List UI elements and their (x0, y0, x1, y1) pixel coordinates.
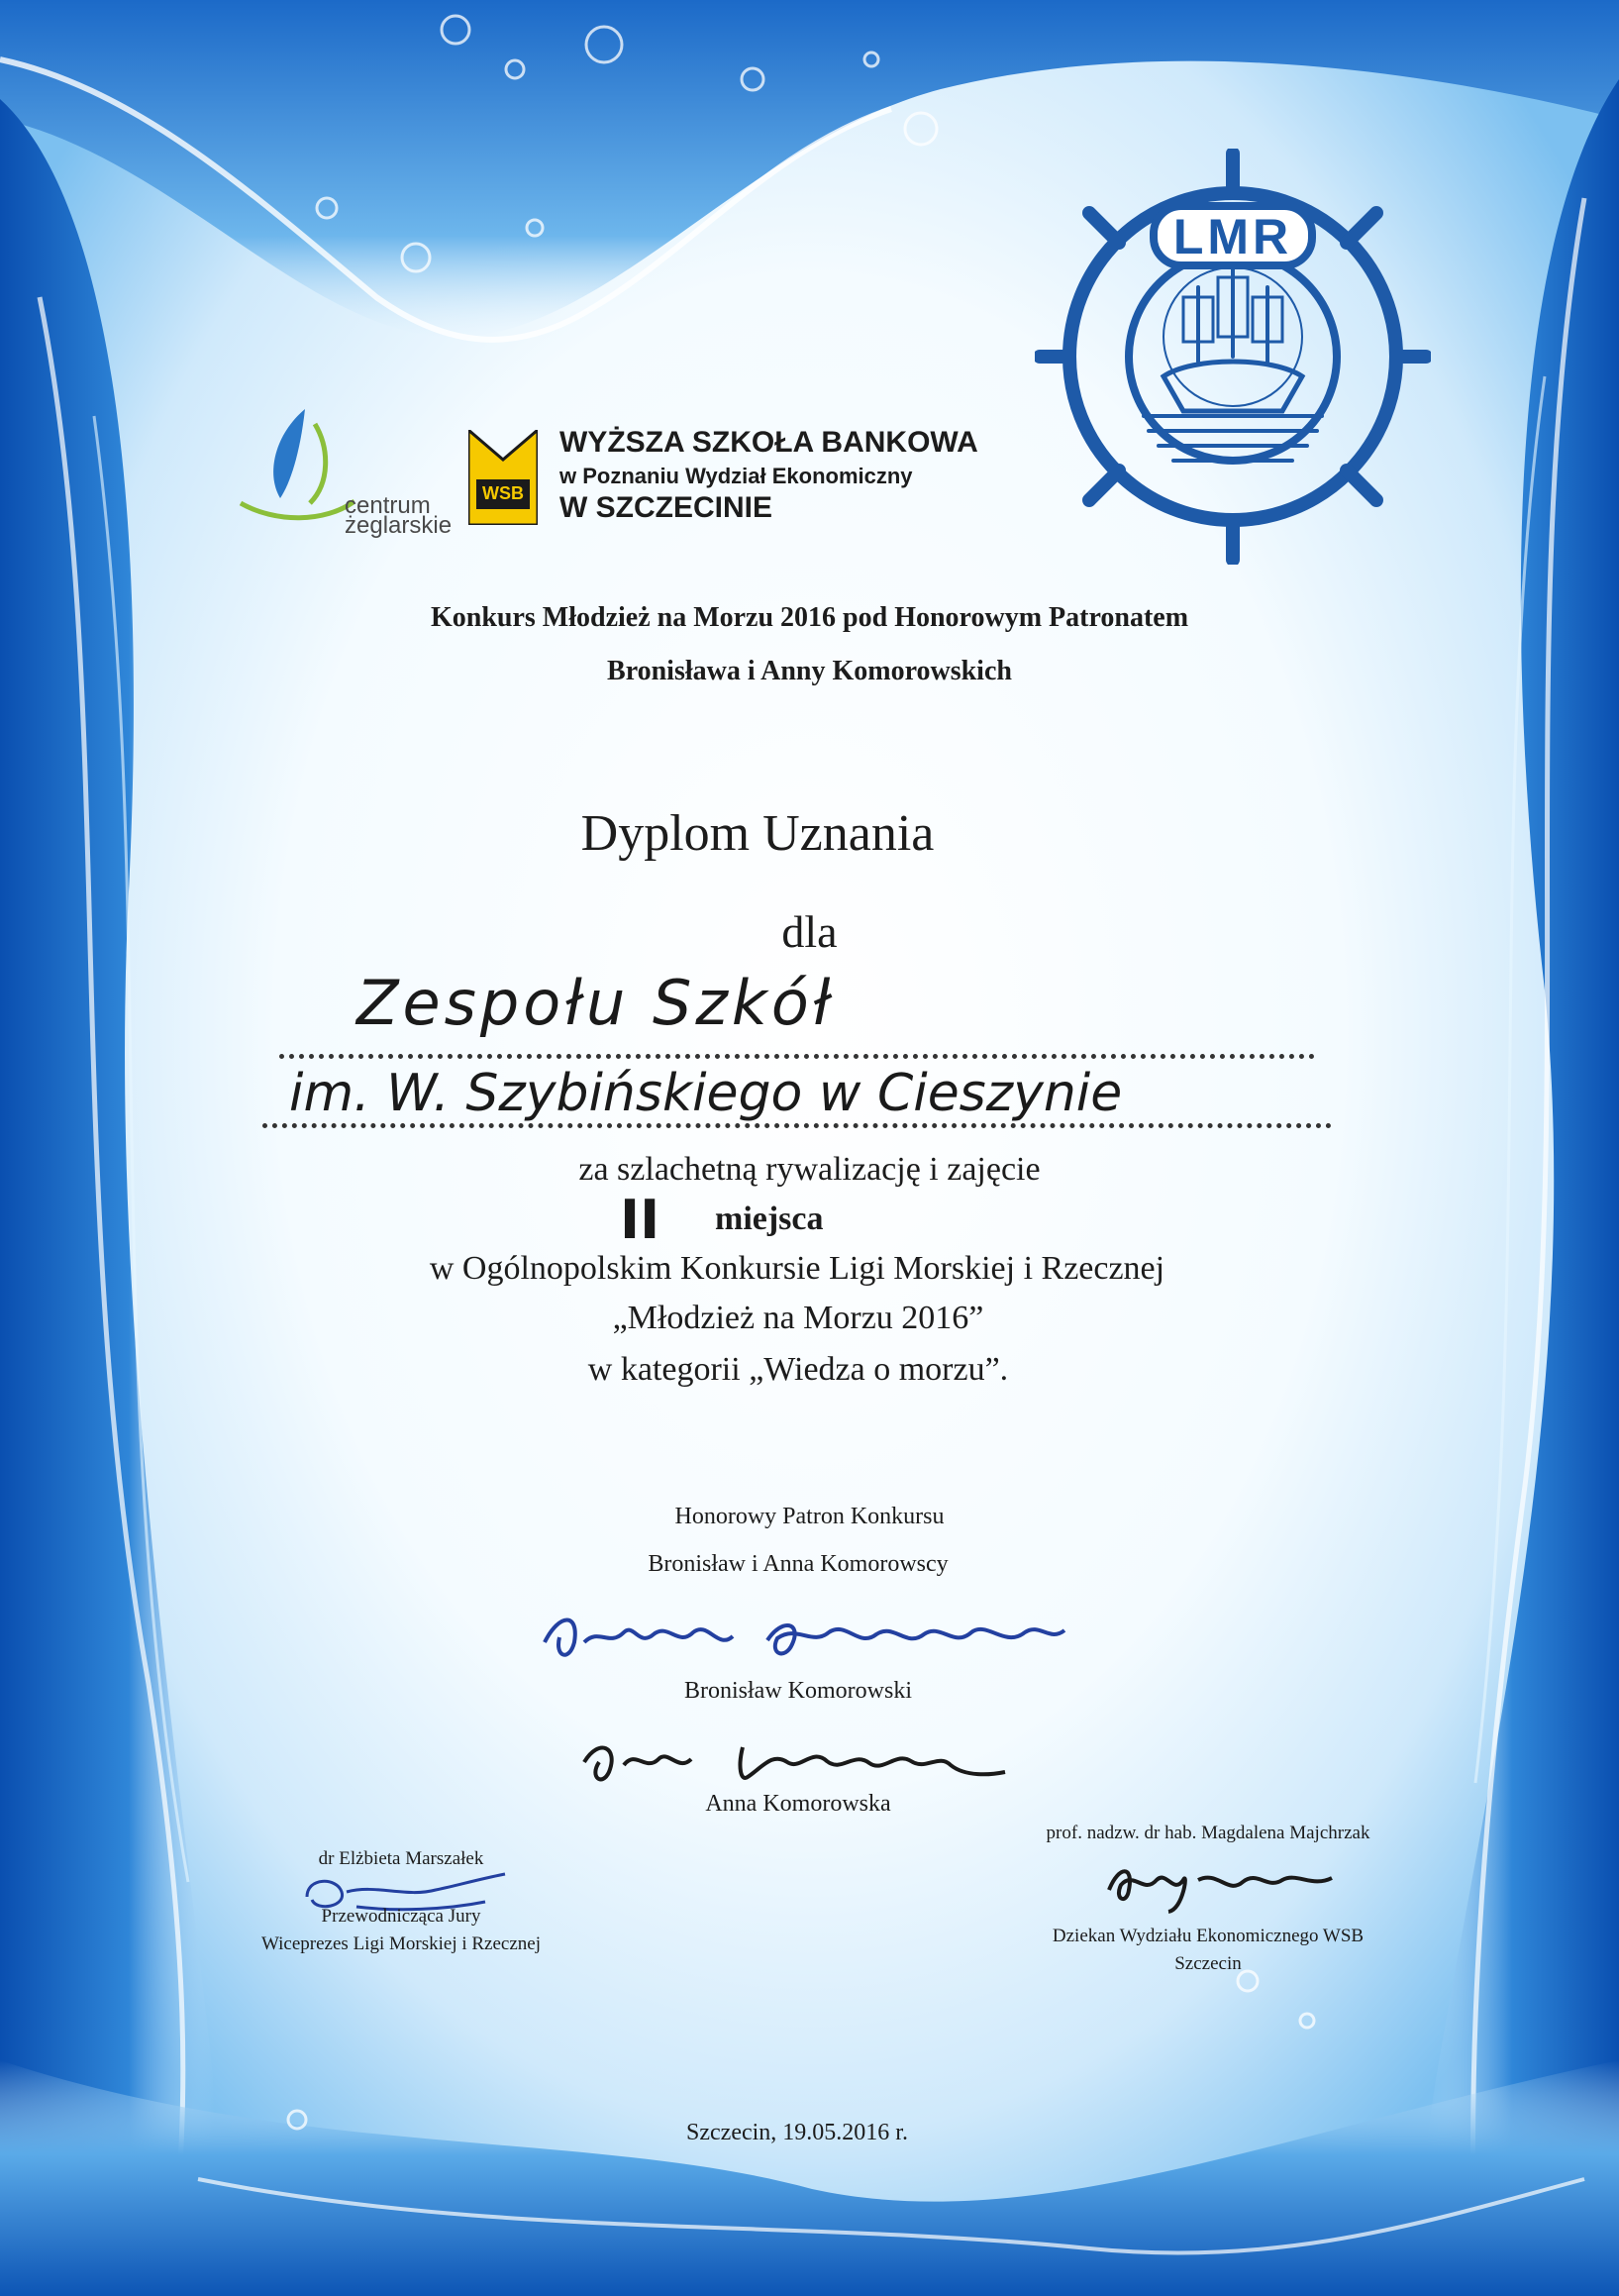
body-line4: „Młodzież na Morzu 2016” (612, 1300, 984, 1336)
dean-block (1000, 1817, 1416, 1985)
contest-header-line2: Bronisława i Anny Komorowskich (607, 656, 1012, 686)
sail-icon (236, 404, 354, 523)
wsb-faculty: w Poznaniu Wydział Ekonomiczny (559, 464, 913, 488)
body-line1: za szlachetną rywalizację i zajęcie (578, 1151, 1041, 1188)
lmr-text: LMR (1172, 209, 1293, 264)
place-word: miejsca (715, 1200, 824, 1237)
jury-role1: Przewodnicząca Jury (321, 1906, 481, 1927)
signature-bronislaw (540, 1603, 1074, 1672)
centrum-line2: żeglarskie (345, 512, 453, 539)
place-handwritten: II (620, 1189, 660, 1251)
recipient-line1: Zespołu Szkół (356, 967, 835, 1039)
centrum-line1: centrum (345, 492, 431, 519)
dean-name: prof. nadzw. dr hab. Magdalena Majchrzak (1046, 1823, 1370, 1843)
wsb-logo (468, 426, 1023, 535)
lmr-logo (1035, 149, 1431, 565)
wsb-city: W SZCZECINIE (559, 491, 772, 524)
place-date: Szczecin, 19.05.2016 r. (686, 2120, 908, 2145)
signature-anna (574, 1727, 1010, 1797)
wsb-name: WYŻSZA SZKOŁA BANKOWA (559, 426, 978, 459)
wsb-badge-text: WSB (482, 483, 524, 503)
centrum-zeglarskie-logo (236, 404, 453, 543)
wsb-shield-icon (468, 430, 538, 525)
wsb-badge (468, 430, 538, 525)
dean-role1: Dziekan Wydziału Ekonomicznego WSB (1052, 1926, 1365, 1946)
signature-dean (1089, 1850, 1347, 1920)
dotted-line-2 (262, 1123, 1332, 1128)
dean-role2: Szczecin (1174, 1953, 1242, 1974)
body-line3: w Ogólnopolskim Konkursie Ligi Morskiej i Rzecznej (429, 1250, 1165, 1287)
dotted-line-1 (279, 1054, 1315, 1059)
diploma-title: Dyplom Uznania (580, 805, 935, 862)
for-label: dla (781, 906, 838, 957)
recipient-line2: im. W. Szybińskiego w Cieszynie (289, 1064, 1123, 1123)
jury-block (198, 1842, 604, 1971)
body-line5: w kategorii „Wiedza o morzu”. (587, 1351, 1009, 1388)
patron-names: Bronisław i Anna Komorowscy (648, 1551, 949, 1577)
jury-name: dr Elżbieta Marszałek (318, 1848, 484, 1869)
patron-label: Honorowy Patron Konkursu (674, 1504, 945, 1529)
jury-role2: Wiceprezes Ligi Morskiej i Rzecznej (260, 1933, 541, 1954)
signer1-name: Bronisław Komorowski (684, 1678, 912, 1704)
signer2-name: Anna Komorowska (705, 1791, 891, 1817)
contest-header-line1: Konkurs Młodzież na Morzu 2016 pod Honorowym Patronatem (430, 602, 1189, 633)
